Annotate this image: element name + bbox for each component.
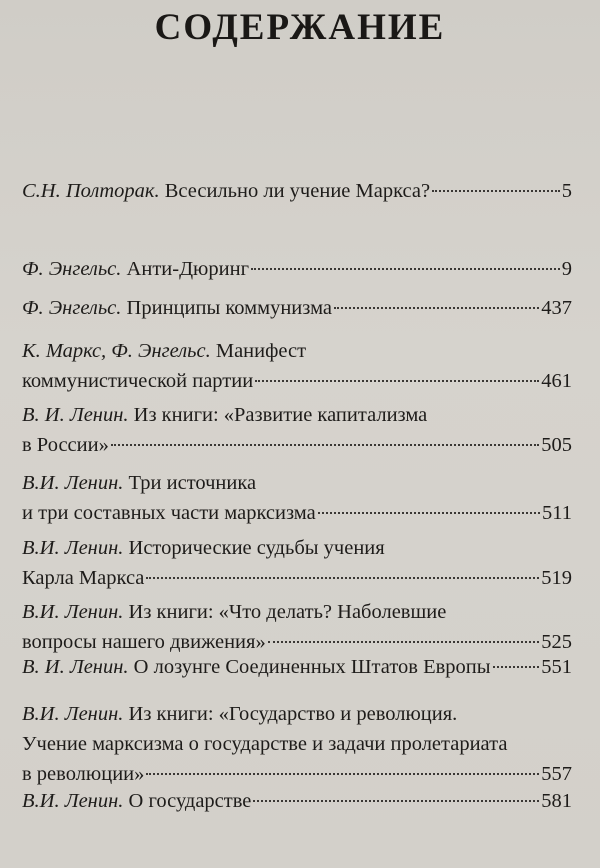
entry-author: В.И. Ленин. bbox=[22, 472, 124, 494]
toc-entry bbox=[22, 699, 572, 789]
entry-page: 5 bbox=[561, 180, 572, 202]
toc-entry bbox=[22, 400, 572, 460]
leader-dots bbox=[268, 641, 540, 643]
leader-dots bbox=[334, 307, 539, 309]
entry-title: Из книги: «Развитие капитализма bbox=[133, 404, 428, 426]
leader-dots bbox=[111, 444, 539, 446]
entry-title: Карла Маркса bbox=[22, 567, 145, 589]
entry-page: 461 bbox=[541, 370, 572, 392]
entry-title: Манифест bbox=[215, 340, 307, 362]
leader-dots bbox=[146, 577, 539, 579]
entry-title: Из книги: «Государство и революция. bbox=[128, 703, 458, 725]
toc-entry bbox=[22, 293, 572, 323]
entry-author: В.И. Ленин. bbox=[22, 790, 124, 812]
entry-author: В. И. Ленин. bbox=[22, 404, 129, 426]
entry-author: Ф. Энгельс. bbox=[22, 297, 122, 319]
entry-author: В. И. Ленин. bbox=[22, 656, 129, 678]
entry-page: 437 bbox=[541, 297, 572, 319]
toc-entry bbox=[22, 652, 572, 682]
entry-page: 551 bbox=[541, 656, 572, 678]
entry-page: 581 bbox=[541, 790, 572, 812]
toc-entry bbox=[22, 597, 572, 657]
leader-dots bbox=[146, 773, 539, 775]
entry-title: Три источника bbox=[128, 472, 257, 494]
leader-dots bbox=[255, 380, 539, 382]
entry-title: Исторические судьбы учения bbox=[128, 537, 385, 559]
entry-title: О государстве bbox=[128, 790, 252, 812]
entry-title: в России» bbox=[22, 434, 109, 456]
toc-entry bbox=[22, 786, 572, 816]
entry-page: 557 bbox=[541, 763, 572, 785]
toc-entry bbox=[22, 468, 572, 528]
entry-title: О лозунге Соединенных Штатов Европы bbox=[133, 656, 491, 678]
entry-title: Всесильно ли учение Маркса? bbox=[164, 180, 431, 202]
leader-dots bbox=[493, 666, 540, 668]
entry-page: 511 bbox=[542, 502, 572, 524]
entry-page: 505 bbox=[541, 434, 572, 456]
toc-entry bbox=[22, 336, 572, 396]
entry-author: В.И. Ленин. bbox=[22, 703, 124, 725]
entry-author: С.Н. Полторак. bbox=[22, 180, 160, 202]
entry-page: 9 bbox=[561, 258, 572, 280]
leader-dots bbox=[251, 268, 560, 270]
entry-title: в революции» bbox=[22, 763, 145, 785]
entry-title: Анти-Дюринг bbox=[126, 258, 249, 280]
entry-title: Учение марксизма о государстве и задачи пролетариата bbox=[22, 733, 508, 755]
entry-page: 525 bbox=[541, 631, 572, 653]
entry-title: и три составных части марксизма bbox=[22, 502, 316, 524]
entry-author: В.И. Ленин. bbox=[22, 537, 124, 559]
entry-author: В.И. Ленин. bbox=[22, 601, 124, 623]
leader-dots bbox=[318, 512, 540, 514]
entry-title: Из книги: «Что делать? Наболевшие bbox=[128, 601, 447, 623]
page-title: СОДЕРЖАНИЕ bbox=[154, 7, 446, 48]
entry-author: К. Маркс, Ф. Энгельс. bbox=[22, 340, 211, 362]
entry-title: коммунистической партии bbox=[22, 370, 254, 392]
toc-entry bbox=[22, 254, 572, 284]
leader-dots bbox=[253, 800, 539, 802]
entry-page: 519 bbox=[541, 567, 572, 589]
leader-dots bbox=[432, 190, 560, 192]
entry-author: Ф. Энгельс. bbox=[22, 258, 122, 280]
entry-title: вопросы нашего движения» bbox=[22, 631, 266, 653]
toc-entry bbox=[22, 176, 572, 206]
entry-title: Принципы коммунизма bbox=[126, 297, 333, 319]
toc-entry bbox=[22, 533, 572, 593]
